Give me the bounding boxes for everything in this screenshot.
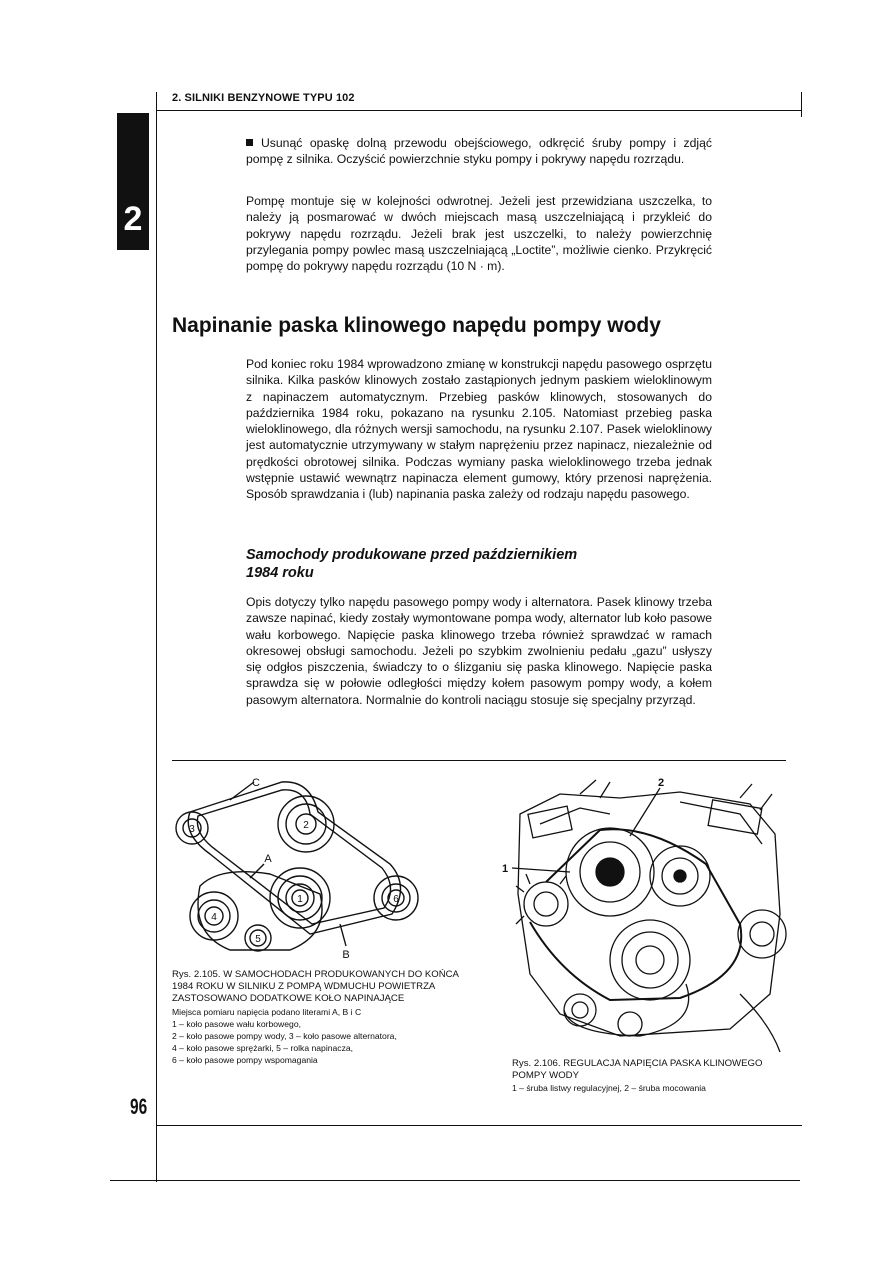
- intro-paragraph-2: Pompę montuje się w kolejności odwrotnej. Jeżeli jest przewidziana uszczelka, to należy ją posmarować w dwóch miejscach masą uszczelniającą i przykleić do pokrywy napędu rozrządu. Jeżeli brak jest uszczelki, to należy powierzchnię przylegania pompy powlec masą uszczelniającą „Loctite”, możliwie cienko. Przykręcić pompę do pokrywy napędu rozrządu (10 N · m).: [246, 194, 712, 274]
- label-l2: 2: [658, 777, 665, 789]
- figure-left-caption-line: 2 – koło pasowe pompy wody, 3 – koło pasowe alternatora,: [172, 1030, 397, 1041]
- page-number: 96: [130, 1094, 148, 1119]
- chapter-number: 2: [123, 200, 143, 238]
- figure-top-rule: [172, 760, 786, 761]
- section-title: Napinanie paska klinowego napędu pompy wody: [172, 314, 661, 337]
- figure-left-caption: [172, 969, 464, 1066]
- figure-right-caption: [512, 1058, 792, 1094]
- intro-paragraph-1: [246, 135, 712, 168]
- figure-right-caption-line: 1 – śruba listwy regulacyjnej, 2 – śruba mocowania: [512, 1083, 706, 1094]
- label-p5: 5: [255, 934, 261, 945]
- subsection-title-line-2: 1984 roku: [246, 565, 314, 581]
- figure-left-caption-line: Miejsca pomiaru napięcia podano literami A, B i C: [172, 1006, 362, 1017]
- footer-rule: [157, 1125, 802, 1126]
- label-p2: 2: [303, 820, 309, 831]
- label-p3: 3: [189, 824, 195, 835]
- bottom-rule: [110, 1180, 800, 1181]
- figure-left-caption-line: 1 – koło pasowe wału korbowego,: [172, 1018, 301, 1029]
- label-p1: 1: [297, 894, 303, 905]
- label-c: C: [252, 777, 260, 789]
- figure-left-caption-title: Rys. 2.105. W SAMOCHODACH PRODUKOWANYCH DO KOŃCA 1984 ROKU W SILNIKU Z POMPĄ WDMUCHU POWIETRZA ZASTOSOWANO DODATKOWE KOŁO NAPINAJĄCE: [172, 969, 459, 1005]
- section-paragraph: Pod koniec roku 1984 wprowadzono zmianę w konstrukcji napędu pasowego osprzętu silnika. Kilka pasków klinowych zostało zastąpionych jednym paskiem wieloklinowym z napinaczem automatycznym. Przebieg pasków klinowych, stosowanych do października 1984 roku, pokazano na rysunku 2.105. Natomiast przebieg paska wieloklinowego, dla różnych wersji samochodu, na rysunku 2.107. Pasek wieloklinowy jest automatycznie utrzymywany w stałym naprężeniu przez napinacz, niezależnie od prędkości obrotowej silnika. Podczas wymiany paska wieloklinowego trzeba jednak wstępnie ustawić wewnątrz napinacza element gumowy, który przenosi naprężenia. Sposób sprawdzania i (lub) napinania paska zależy od rodzaju napędu pasowego.: [246, 357, 712, 502]
- bullet-square-icon: [246, 139, 253, 146]
- right-margin-rule: [801, 92, 802, 117]
- figure-right-caption-title: Rys. 2.106. REGULACJA NAPIĘCIA PASKA KLINOWEGO POMPY WODY: [512, 1058, 763, 1082]
- chapter-tab: [117, 113, 149, 250]
- belt-routing-diagram: [170, 774, 440, 970]
- v-belt: [530, 829, 741, 1000]
- figure-left-caption-line: 4 – koło pasowe sprężarki, 5 – rolka napinacza,: [172, 1042, 354, 1053]
- subsection-paragraph: Opis dotyczy tylko napędu pasowego pompy wody i alternatora. Pasek klinowy trzeba zawsze napinać, kiedy zostały wymontowane pompa wody, alternator lub koło pasowe wału korbowego. Napięcie paska klinowego trzeba również sprawdzać w ramach okresowej obsługi samochodu. Jeżeli po szybkim zwolnieniu pedału „gazu” usłyszy się odgłos piszczenia, świadczy to o ślizganiu się paska klinowego. Napięcie paska sprawdza się w połowie odległości między kołem pasowym pompy wody, a kołem pasowym alternatora. Normalnie do kontroli naciągu stosuje się specjalny przyrząd.: [246, 595, 712, 707]
- alternator: [524, 882, 568, 926]
- header-rule: [157, 110, 802, 111]
- label-l1: 1: [502, 863, 509, 875]
- figure-left-caption-line: 6 – koło pasowe pompy wspomagania: [172, 1054, 318, 1065]
- engine-belt-illustration: [500, 774, 790, 1054]
- label-p6: 6: [393, 894, 399, 905]
- running-header: 2. SILNIKI BENZYNOWE TYPU 102: [172, 92, 355, 104]
- intro-paragraph-1-text: Usunąć opaskę dolną przewodu obejściowego, odkręcić śruby pompy i zdjąć pompę z silnika. Oczyścić powierzchnie styku pompy i pokrywy napędu rozrządu.: [246, 136, 712, 167]
- label-b: B: [342, 949, 350, 961]
- label-p4: 4: [211, 912, 217, 923]
- subsection-title: [246, 546, 666, 582]
- label-a: A: [264, 853, 272, 865]
- subsection-title-line-1: Samochody produkowane przed październikiem: [246, 547, 578, 563]
- left-margin-rule: [156, 92, 157, 1182]
